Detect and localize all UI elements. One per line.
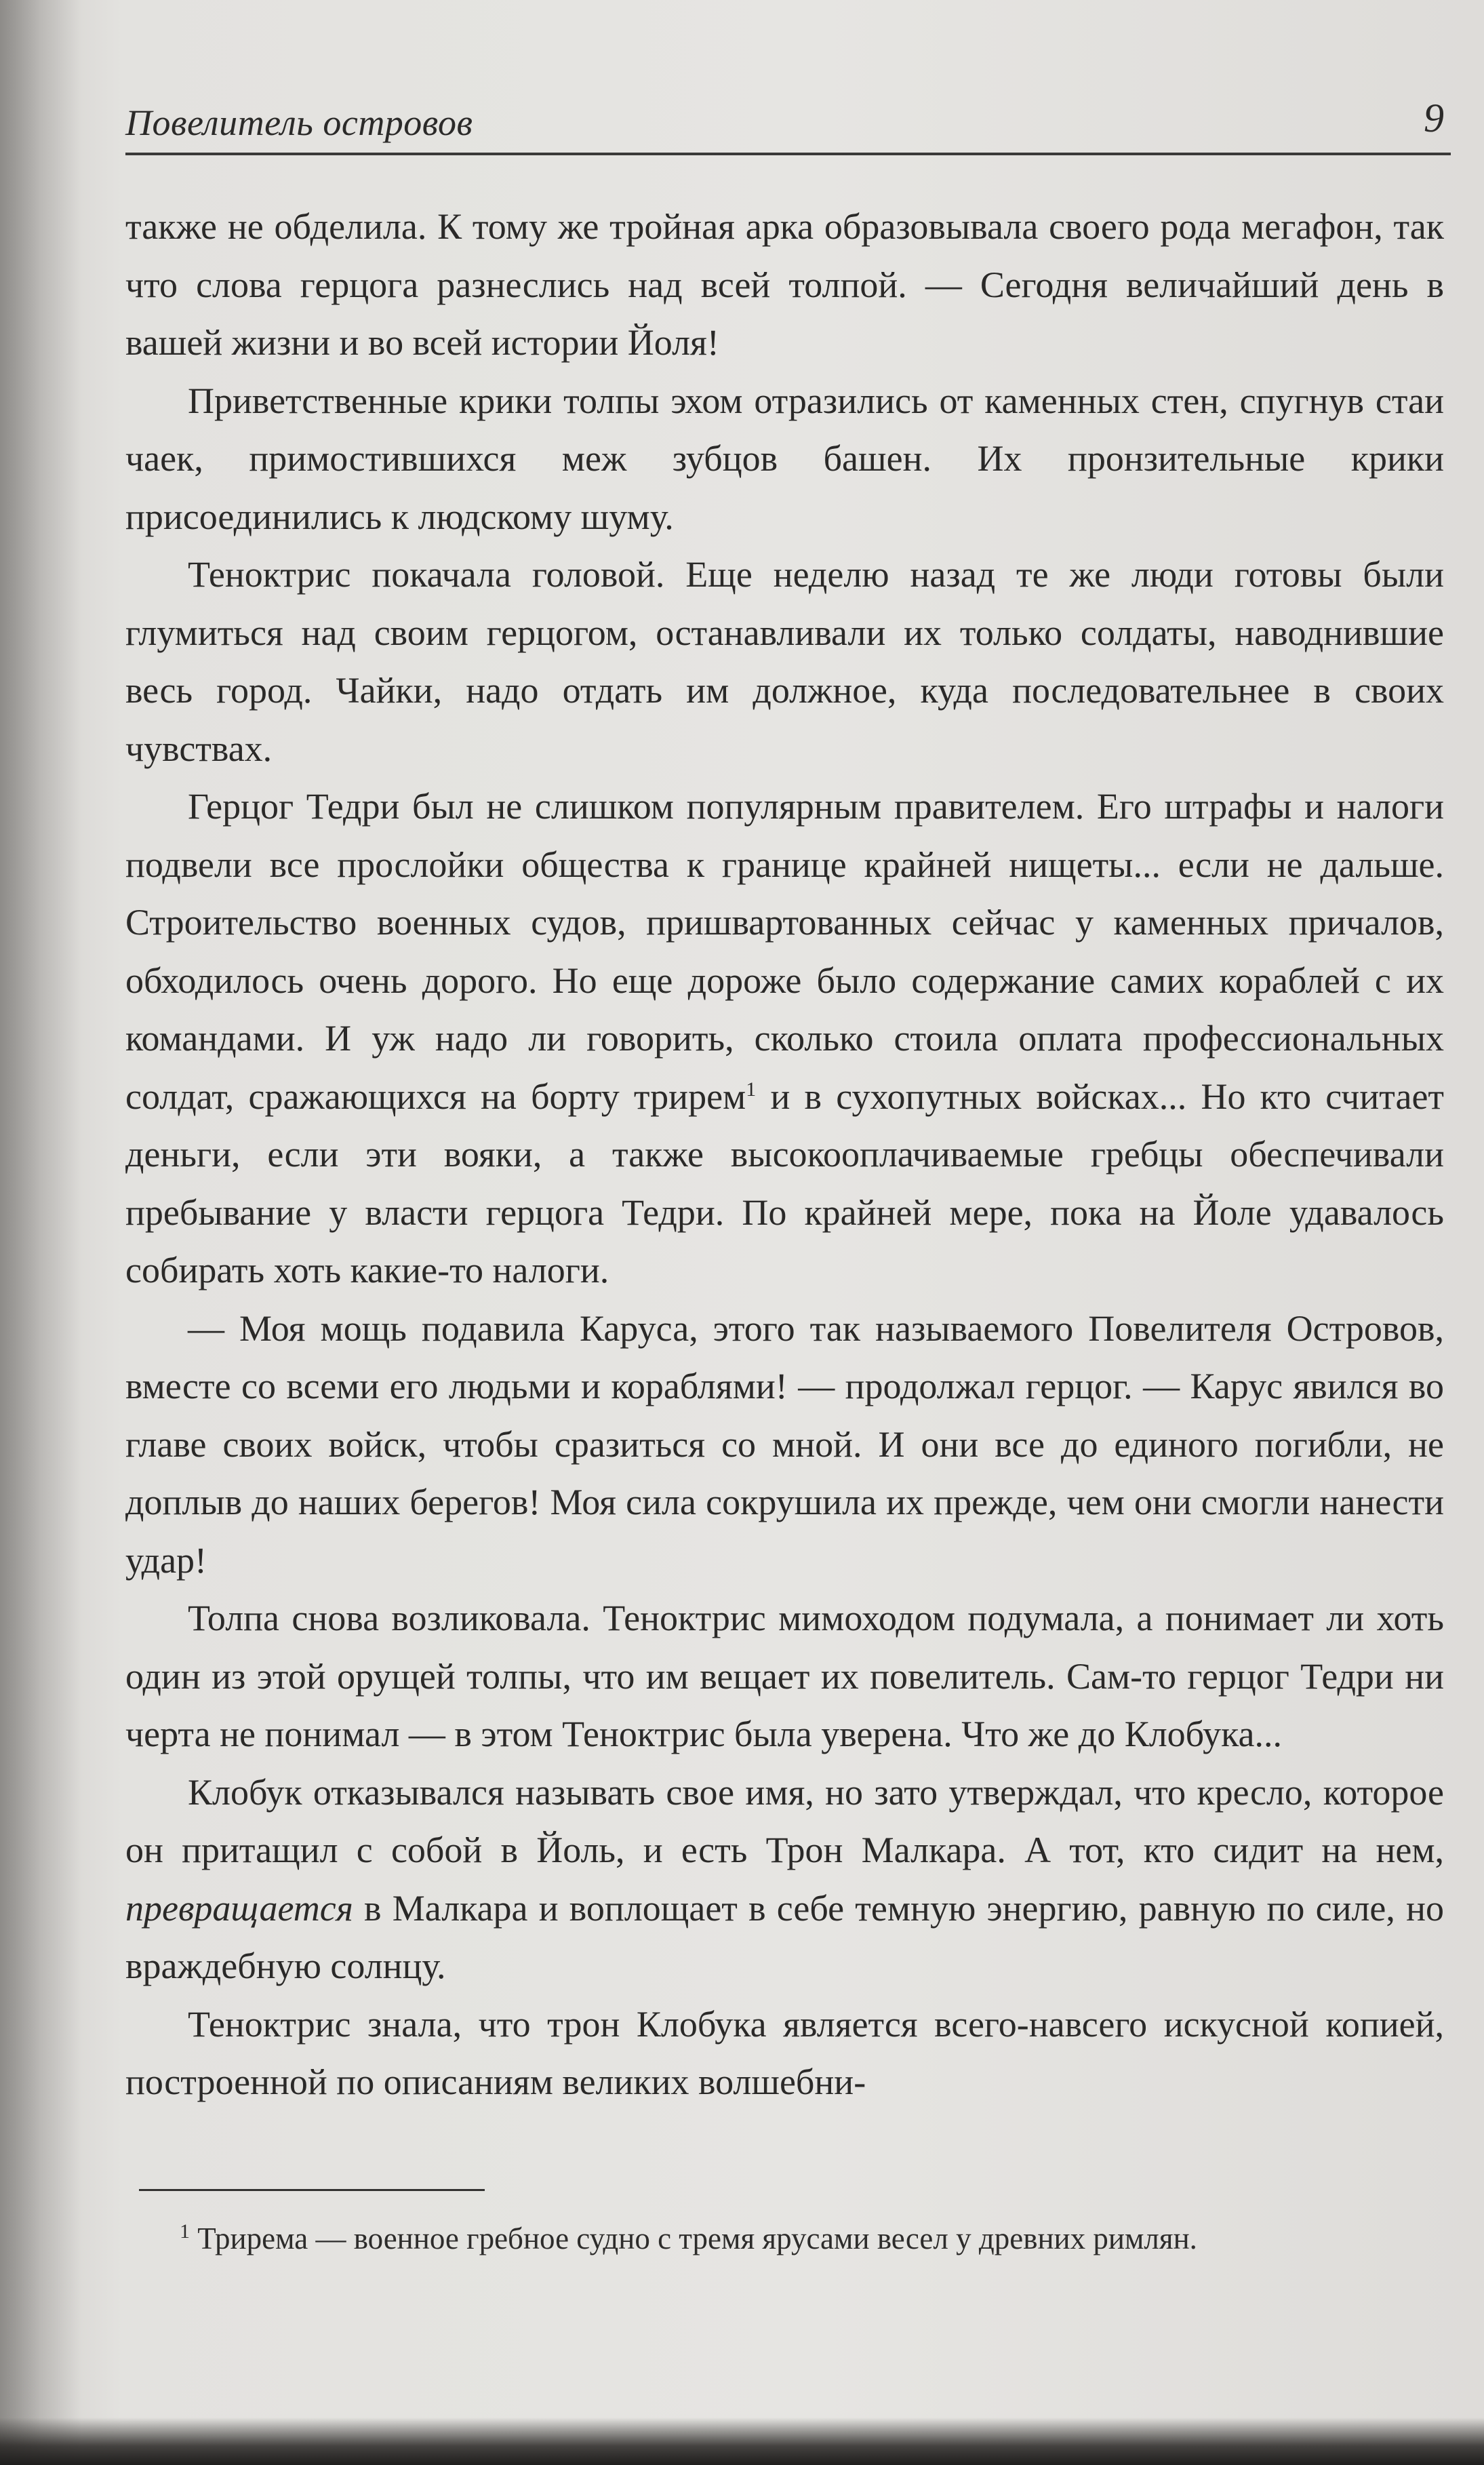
paragraph-2: Приветственные крики толпы эхом отразились от каменных стен, спугнув стаи чаек, примостившихся меж зубцов башен. Их пронзительные крики присоединились к людскому шуму. bbox=[125, 380, 1444, 537]
header-rule bbox=[125, 153, 1451, 155]
footnote-reference: 1 bbox=[746, 1078, 757, 1101]
paragraph-7-text-b: в Малкара и воплощает в себе темную энергию, равную по силе, но враждебную солнцу. bbox=[125, 1887, 1444, 1986]
running-title: Повелитель островов bbox=[125, 102, 473, 143]
footnote-rule bbox=[139, 2189, 485, 2191]
paragraph-4 bbox=[125, 778, 1444, 1300]
footnote-number: 1 bbox=[180, 2220, 190, 2243]
paragraph-8: Теноктрис знала, что трон Клобука является всего-навсего искусной копией, построенной по описаниям великих волшебни- bbox=[125, 2003, 1444, 2102]
footnote-text: Трирема — военное гребное судно с тремя ярусами весел у древних римлян. bbox=[197, 2222, 1197, 2255]
footnote bbox=[125, 2219, 1444, 2258]
spine-shadow bbox=[0, 0, 81, 2465]
paragraph-1: также не обделила. К тому же тройная арка образовывала своего рода мегафон, так что слова герцога разнеслись над всей толпой. — Сегодня величайший день в вашей жизни и во всей истории Йоля! bbox=[125, 206, 1444, 363]
paragraph-7-text-a: Клобук отказывался называть свое имя, но зато утверждал, что кресло, которое он притащил с собой в Йоль, и есть Трон Малкара. А тот, кто сидит на нем, bbox=[125, 1771, 1444, 1870]
paragraph-7-italic: превращается bbox=[125, 1887, 353, 1929]
paragraph-4-text-a: Герцог Тедри был не слишком популярным правителем. Его штрафы и налоги подвели все прослойки общества к границе крайней нищеты... если не дальше. Строительство военных судов, пришвартованных сейчас у каменных причалов, обходилось очень дорого. Но еще дороже было содержание самих кораблей с их командами. И уж надо ли говорить, сколько стоила оплата профессиональных солдат, сражающихся на борту трирем bbox=[125, 786, 1444, 1117]
page-header bbox=[125, 88, 1451, 156]
paragraph-6: Толпа снова возликовала. Теноктрис мимоходом подумала, а понимает ли хоть один из этой орущей толпы, что им вещает их повелитель. Сам-то герцог Тедри ни черта не понимал — в этом Теноктрис была уверена. Что же до Клобука... bbox=[125, 1598, 1444, 1754]
page-number: 9 bbox=[1424, 96, 1444, 140]
paragraph-4-text-b: и в сухопутных войсках... Но кто считает деньги, если эти вояки, а также высокооплачиваемые гребцы обеспечивали пребывание у власти герцога Тедри. По крайней мере, пока на Йоле удавалось собирать хоть какие-то налоги. bbox=[125, 1076, 1445, 1290]
paragraph-7 bbox=[125, 1764, 1444, 1996]
body-text bbox=[125, 198, 1444, 2112]
footnote-body bbox=[125, 2219, 1444, 2258]
page-bottom-edge bbox=[0, 2418, 1484, 2465]
paragraph-3: Теноктрис покачала головой. Еще неделю назад те же люди готовы были глумиться над своим герцогом, останавливали их только солдаты, наводнившие весь город. Чайки, надо отдать им должное, куда последовательнее в своих чувствах. bbox=[125, 554, 1444, 769]
paragraph-5: — Моя мощь подавила Каруса, этого так называемого Повелителя Островов, вместе со всеми его людьми и кораблями! — продолжал герцог. — Карус явился во главе своих войск, чтобы сразиться со мной. И они все до единого погибли, не доплыв до наших берегов! Моя сила сокрушила их прежде, чем они смогли нанести удар! bbox=[125, 1307, 1444, 1581]
